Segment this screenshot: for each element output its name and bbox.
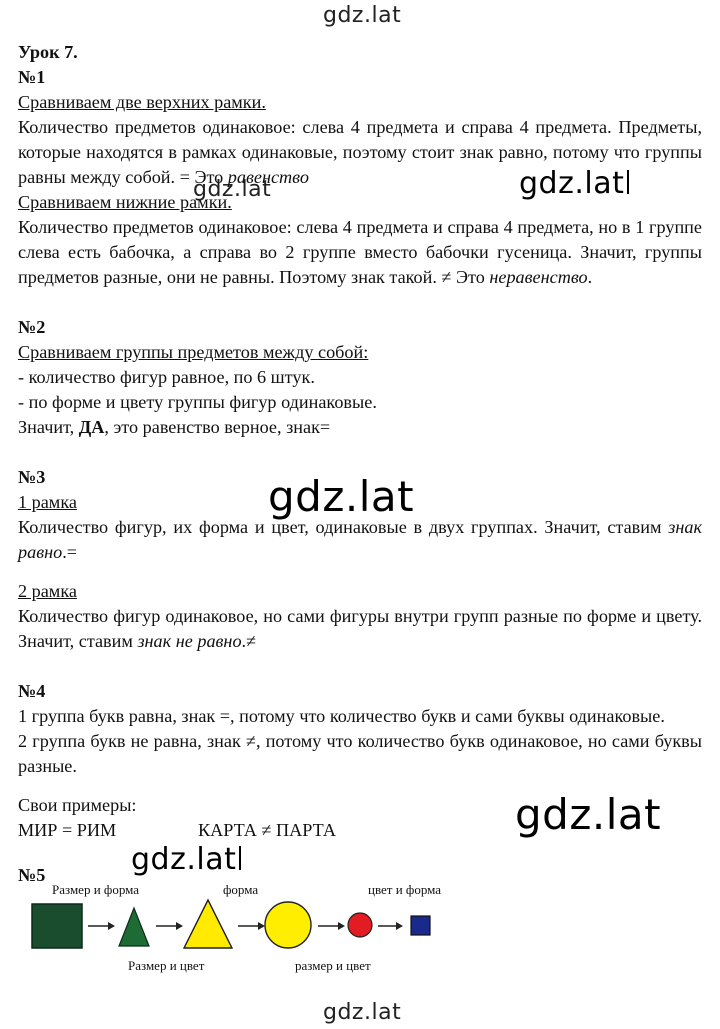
section-4-examples bbox=[18, 818, 702, 843]
section-1-paragraph-bottom: Количество предметов одинаковое: слева 4 предмета и справа 4 предмета, но в 1 группе слева есть бабочка, а справа во 2 группе вместо бабочки гусеница. Значит, группы предметов разные, они не равны. Поэтому знак такой. ≠ Это неравенство. bbox=[18, 217, 702, 287]
example-1: МИР = РИМ bbox=[18, 820, 117, 840]
arrow-right-icon bbox=[88, 922, 115, 930]
section-2-heading: Сравниваем группы предметов между собой: bbox=[18, 342, 369, 362]
section-3-frame-1-heading: 1 рамка bbox=[18, 492, 77, 512]
watermark: gdz.lat bbox=[193, 177, 272, 202]
label-size-and-shape: Размер и форма bbox=[52, 882, 140, 897]
yellow-circle bbox=[265, 902, 311, 948]
blue-square bbox=[411, 916, 430, 935]
section-2-line-1: - количество фигур равное, по 6 штук. bbox=[18, 367, 315, 387]
section-3-frame-1-text: Количество фигур, их форма и цвет, одинаковые в двух группах. Значит, ставим знак равно.= bbox=[18, 517, 702, 562]
section-1-heading-top: Сравниваем две верхних рамки. bbox=[18, 92, 266, 112]
label-size-and-color-1: Размер и цвет bbox=[128, 958, 205, 973]
shape-sequence-diagram bbox=[18, 880, 478, 980]
section-1-number: №1 bbox=[18, 67, 46, 87]
section-1-heading-bottom: Сравниваем нижние рамки. bbox=[18, 192, 232, 212]
section-3-frame-2-heading: 2 рамка bbox=[18, 581, 77, 601]
arrow-right-icon bbox=[378, 922, 403, 930]
watermark: gdz.lat bbox=[519, 166, 629, 201]
watermark-top: gdz.lat bbox=[323, 3, 402, 28]
red-circle bbox=[348, 913, 372, 937]
watermark: gdz.lat bbox=[131, 842, 241, 877]
dark-green-square bbox=[32, 904, 82, 948]
watermark-bottom: gdz.lat bbox=[323, 1000, 402, 1025]
section-5-number: №5 bbox=[18, 865, 46, 885]
section-2-line-2: - по форме и цвету группы фигур одинаковые. bbox=[18, 392, 377, 412]
label-color-and-shape: цвет и форма bbox=[368, 882, 442, 897]
section-2-number: №2 bbox=[18, 317, 46, 337]
yellow-triangle bbox=[184, 900, 232, 948]
document-body bbox=[18, 40, 702, 888]
section-4-number: №4 bbox=[18, 681, 46, 701]
section-4-paragraph-1: 1 группа букв равна, знак =, потому что количество букв и сами буквы одинаковые. bbox=[18, 706, 665, 726]
arrow-right-icon bbox=[318, 922, 345, 930]
arrow-right-icon bbox=[238, 922, 265, 930]
watermark: gdz.lat bbox=[515, 790, 662, 839]
arrow-right-icon bbox=[156, 922, 183, 930]
page-title: Урок 7. bbox=[18, 42, 78, 62]
section-4-paragraph-2: 2 группа букв не равна, знак ≠, потому что количество букв одинаковое, но сами буквы разные. bbox=[18, 731, 702, 776]
section-1-paragraph-top: Количество предметов одинаковое: слева 4 предмета и справа 4 предмета. Предметы, которые находятся в рамках одинаковые, поэтому стоит знак равно, потому что группы равны между собой. = Это равенство bbox=[18, 117, 702, 187]
watermark: gdz.lat bbox=[268, 472, 415, 521]
label-shape: форма bbox=[223, 882, 259, 897]
label-size-and-color-2: размер и цвет bbox=[295, 958, 371, 973]
section-4-examples-title: Свои примеры: bbox=[18, 795, 137, 815]
section-2-conclusion: Значит, ДА, это равенство верное, знак= bbox=[18, 417, 331, 437]
dark-green-triangle bbox=[119, 908, 149, 946]
section-3-number: №3 bbox=[18, 467, 46, 487]
example-2: КАРТА ≠ ПАРТА bbox=[198, 820, 336, 840]
section-3-frame-2-text: Количество фигур одинаковое, но сами фигуры внутри групп разные по форме и цвету. Значит, ставим знак не равно.≠ bbox=[18, 606, 702, 651]
